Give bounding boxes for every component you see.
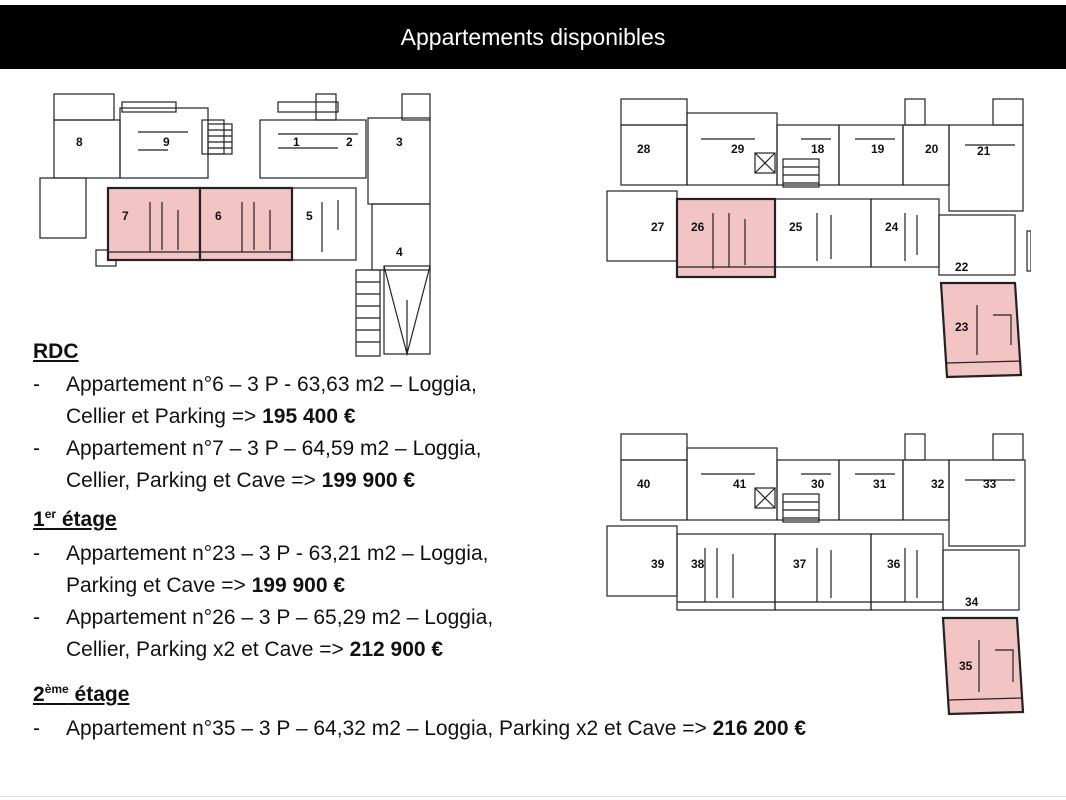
item-line: Appartement n°6 – 3 P - 63,63 m2 – Loggia, xyxy=(66,373,477,396)
list-item xyxy=(33,369,593,433)
unit-label-18: 18 xyxy=(811,142,825,156)
unit-label-30: 30 xyxy=(811,477,825,491)
unit-label-31: 31 xyxy=(873,477,887,491)
item-detail: Cellier, Parking et Cave => xyxy=(66,469,322,492)
list-dash: - xyxy=(33,542,40,565)
unit-label-7: 7 xyxy=(122,209,129,223)
unit-label-25: 25 xyxy=(789,220,803,234)
unit-label-38: 38 xyxy=(691,557,705,571)
item-price: 212 900 € xyxy=(349,638,444,661)
item-detail: Cellier et Parking => xyxy=(66,405,263,428)
unit-label-5: 5 xyxy=(306,209,313,223)
item-price: 199 900 € xyxy=(251,574,346,597)
item-detail: Cellier, Parking x2 et Cave => xyxy=(66,638,350,661)
item-line xyxy=(66,713,806,745)
unit-label-27: 27 xyxy=(651,220,665,234)
unit-label-21: 21 xyxy=(977,144,991,158)
unit-label-22: 22 xyxy=(955,260,969,274)
page-title: Appartements disponibles xyxy=(400,24,666,50)
floor-plan-etage2 xyxy=(605,430,1031,716)
heading-superscript: er xyxy=(44,507,57,521)
unit-label-35: 35 xyxy=(959,659,973,673)
unit-label-36: 36 xyxy=(887,557,901,571)
section-heading-etage2 xyxy=(33,682,129,707)
floor-plan-etage1 xyxy=(605,95,1031,380)
unit-7-highlight xyxy=(108,188,200,260)
list-dash: - xyxy=(33,606,40,629)
floor-plan-rdc xyxy=(38,90,438,358)
unit-label-4: 4 xyxy=(396,245,403,259)
title-bar xyxy=(0,5,1066,69)
list-item xyxy=(33,713,1033,745)
section-heading-etage1 xyxy=(33,507,117,532)
unit-label-9: 9 xyxy=(163,135,170,149)
unit-label-28: 28 xyxy=(637,142,651,156)
unit-label-37: 37 xyxy=(793,557,807,571)
unit-label-39: 39 xyxy=(651,557,665,571)
unit-label-34: 34 xyxy=(965,595,979,609)
unit-label-41: 41 xyxy=(733,477,747,491)
item-line: Appartement n°23 – 3 P - 63,21 m2 – Loggia, xyxy=(66,542,489,565)
list-item xyxy=(33,538,593,602)
unit-label-26: 26 xyxy=(691,220,705,234)
unit-label-3: 3 xyxy=(396,135,403,149)
heading-number: 2 xyxy=(33,683,45,706)
item-detail: Appartement n°35 – 3 P – 64,32 m2 – Loggia, Parking x2 et Cave => xyxy=(66,717,713,740)
heading-number: 1 xyxy=(33,508,45,531)
list-item xyxy=(33,433,593,497)
unit-label-40: 40 xyxy=(637,477,651,491)
unit-label-19: 19 xyxy=(871,142,885,156)
unit-label-29: 29 xyxy=(731,142,745,156)
unit-label-20: 20 xyxy=(925,142,939,156)
item-line xyxy=(66,634,493,666)
item-line xyxy=(66,570,488,602)
unit-label-33: 33 xyxy=(983,477,997,491)
item-price: 195 400 € xyxy=(262,405,356,428)
item-line: Appartement n°7 – 3 P – 64,59 m2 – Loggia, xyxy=(66,437,482,460)
item-line: Appartement n°26 – 3 P – 65,29 m2 – Loggia, xyxy=(66,606,494,629)
item-price: 199 900 € xyxy=(321,469,416,492)
unit-6-highlight xyxy=(200,188,292,260)
unit-26-highlight xyxy=(677,199,775,277)
list-item xyxy=(33,602,593,666)
list-dash: - xyxy=(33,437,40,460)
unit-label-23: 23 xyxy=(955,320,969,334)
section-heading-rdc: RDC xyxy=(33,340,79,363)
unit-label-6: 6 xyxy=(215,209,222,223)
item-detail: Parking et Cave => xyxy=(66,574,252,597)
footer-divider xyxy=(0,796,1066,797)
unit-label-32: 32 xyxy=(931,477,945,491)
unit-label-1: 1 xyxy=(293,135,300,149)
heading-text: étage xyxy=(56,508,117,531)
list-dash: - xyxy=(33,717,40,740)
item-line xyxy=(66,465,481,497)
item-line xyxy=(66,401,477,433)
list-dash: - xyxy=(33,373,40,396)
heading-text: étage xyxy=(68,683,130,706)
unit-label-24: 24 xyxy=(885,220,899,234)
item-price: 216 200 € xyxy=(712,717,807,740)
unit-label-8: 8 xyxy=(76,135,83,149)
heading-superscript: ème xyxy=(44,682,69,696)
unit-label-2: 2 xyxy=(346,135,353,149)
